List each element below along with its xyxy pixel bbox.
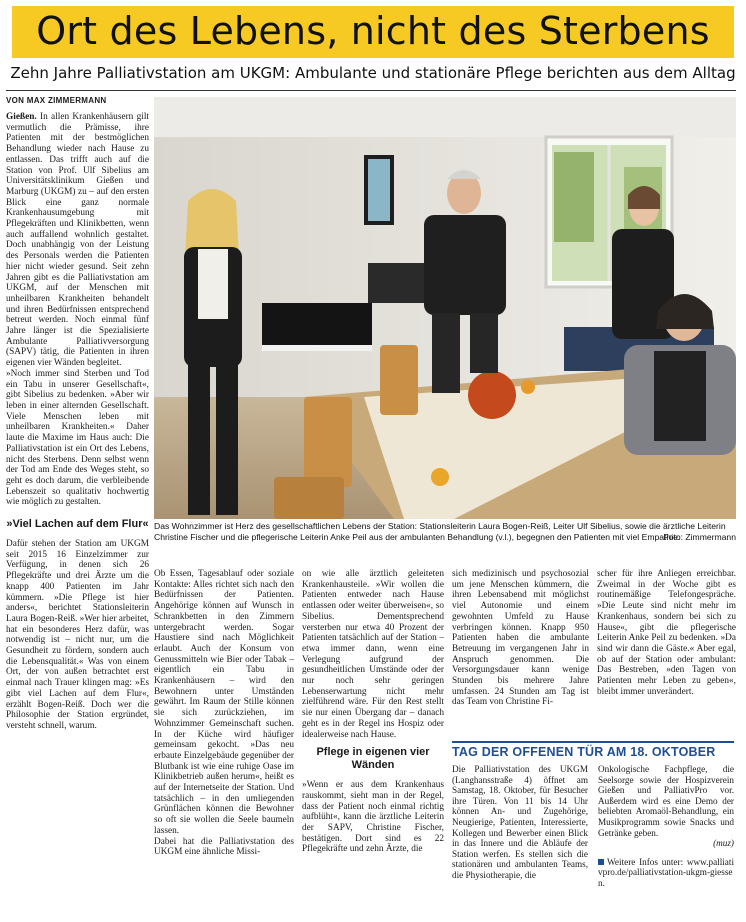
subheading-viel-lachen: »Viel Lachen auf dem Flur« — [6, 518, 149, 531]
infobox — [452, 764, 734, 914]
paragraph: Dafür stehen der Station am UKGM seit 2015 16 Einzelzimmer zur Verfügung, in denen sich 26 Pflegekräfte und drei Ärzte um die knapp 400 Patienten im Jahr kümmern. »Die Pflege ist hier anders«, berichtet Stationsleiterin Laura Bogen-Reiß. »Wer hier arbeitet, hat ein besonderes Herz dafür, was notwendig ist – nicht nur, um die Gesundheit zu fördern, sondern auch die Lebensqualität.« Was von einem Ort, der von außen betrachtet erst einmal nach Trauer klingen mag: »Es gibt viel Lachen auf dem Flur«, erzählt Bogen-Reiß. Doch wer die Philosophie der Station ergründet, versteht schnell, warum. — [6, 539, 149, 731]
column-5 — [597, 569, 736, 737]
paragraph: »Wenn er aus dem Krankenhaus rauskommt, sieht man in der Regel, dass der Patient noch einmal richtig aufblüht«, kann die ärztliche Leiterin der SAPV, Christine Fischer, bestätigen. Dort sind es 22 Pflegekräfte und zehn Ärzte, die — [302, 780, 444, 855]
paragraph: Gießen. In allen Krankenhäusern gilt vermutlich die Prämisse, ihre Patienten mit der bestmöglichen Behandlung wieder nach Hause zu entlassen. Das trifft auch auf die Station von Prof. Ulf Sibelius am Universitätsklinikum Gießen und Marburg (UKGM) zu – auf den ersten Blick eine ganz normale Krankenhausumgebung mit Pflegekräften und Klinikbetten, wenn auch auffallend wohnlich gestaltet. Doch unabhängig von der Leistung des Personals werden die Patienten hier nicht wieder gesund. Seit zehn Jahren gibt es die Palliativstation am UKGM, auf der Menschen mit unheilbaren Krankheiten behandelt und ihren Bedürfnissen entsprechend betreut werden. Noch einmal fünf Jahre länger ist die Spezialisierte Ambulante Palliativversorgung (SAPV) tätig, die Patienten in ihren eigenen vier Wänden begleitet. — [6, 112, 149, 369]
headline: Ort des Lebens, nicht des Sterbens — [36, 9, 710, 53]
top-rule — [6, 90, 736, 91]
info-line — [598, 857, 734, 889]
photo-credit: Foto: Zimmermann — [663, 531, 736, 542]
infobox-right-text: Onkologische Fachpflege, die Seelsorge sowie der Hospizverein Gießen und PalliativPro vor. Außerdem wird es eine Demo der beliebten Aromaöl-Behandlung, ein Musikprogramm sowie Snacks und Getränke geben. — [598, 764, 734, 838]
paragraph: »Noch immer sind Sterben und Tod ein Tabu in unserer Gesellschaft«, gibt Sibelius zu bedenken. »Aber wir leben in einer alternden Gesellschaft. Viele Menschen leben mit unheilbaren Krankheiten.« Daher laute die Maxime im Haus auch: Die Palliativstation ist ein Ort des Lebens, nicht des Sterbens. Denn selbst wenn der Tod am Ende des Weges steht, so geht es doch darum, die verbleibende Lebenszeit so qualitativ hochwertig wie möglich zu gestalten. — [6, 368, 149, 508]
byline: VON MAX ZIMMERMANN — [6, 96, 107, 105]
paragraph: on wie alle ärztlich geleiteten Krankenhausteile. »Wir wollen die Patienten entweder nach Hause entlassen oder weiter überweisen«, so Sibelius. Dementsprechend versterben nur etwa 40 Prozent der Patienten tatsächlich auf der Station – etwa immer dann, wenn eine Verlegung aufgrund der gesundheitlichen Umstände oder der nur noch sehr geringen Lebenserwartung nicht mehr zielführend wäre. Für den Rest stellt sie nur einen Übergang dar – danach geht es in der Regel ins Hospiz oder idealerweise nach Hause. — [302, 569, 444, 740]
column-3 — [302, 569, 444, 919]
photo-caption — [154, 521, 736, 542]
column-1 — [6, 112, 149, 918]
author-signature: (muz) — [713, 838, 734, 849]
infobox-left-text: Die Palliativstation des UKGM (Langhansstraße 4) öffnet am Samstag, 18. Oktober, für Besucher ihre Türen. Von 11 bis 14 Uhr können An- und Zugehörige, Neugierige, Patienten, Interessierte, Kollegen und Bewerber einen Blick in das Innere und die Abläufe der Station werfen. Es stellen sich die stationären und ambulanten Teams, die Physiotherapie, die — [452, 764, 588, 880]
dateline: Gießen. — [6, 112, 37, 122]
paragraph: Dabei hat die Palliativstation des UKGM eine ähnliche Missi- — [154, 836, 294, 858]
subheading-pflege: Pflege in eigenen vier Wänden — [316, 746, 430, 772]
info-url[interactable]: www.palliativpro.de/palliativstation-ukgm-giessen. — [598, 856, 734, 888]
article-photo — [154, 97, 736, 519]
paragraph: scher für ihre Anliegen erreichbar. Zweimal in der Woche gibt es routinemäßige Telefongespräche. »Die Leute sind nicht mehr im Krankenhaus, sondern bei sich zu Hause«, gibt die pflegerische Leiterin Anke Peil zu bedenken. »Da sind wir dann die Gäste.« Aber egal, ob auf der Station oder ambulant: Das Bestreben, »den Tagen von Patienten mehr Leben zu geben«, bleibt immer unverändert. — [597, 569, 736, 697]
column-4 — [452, 569, 589, 737]
column-2 — [154, 569, 294, 919]
info-label: Weitere Infos unter: — [607, 856, 684, 867]
paragraph: sich medizinisch und psychosozial um jene Menschen kümmern, die ihren Lebensabend mit möglichst viel Autonomie und einem gewohnten Umfeld zu Hause verbringen können. Knapp 950 Patienten haben die ambulante Betreuung im vergangenen Jahr in Anspruch genommen. Die Versorgungsdauer kann wenige Stunden bis mehrere Jahre umfassen. 24 Stunden am Tag ist das Team von Christine Fi- — [452, 569, 589, 708]
bullet-square-icon — [598, 859, 604, 865]
infobox-heading: TAG DER OFFENEN TÜR AM 18. OKTOBER — [452, 741, 734, 761]
caption-text: Das Wohnzimmer ist Herz des gesellschaftlichen Lebens der Station: Stationsleiterin Laura Bogen-Reiß, Leiter Ulf Sibelius, sowie die ärztliche Leiterin Christine Fischer und die pflegerische Leiterin Anke Peil aus der ambulanten Behandlung (v.l.), begegnen den Patienten mit viel Empathie. — [154, 521, 726, 542]
infobox-right — [598, 764, 734, 889]
paragraph: Ob Essen, Tagesablauf oder soziale Kontakte: Alles richtet sich nach den Bedürfnissen der Patienten. Angehörige können auf Wunsch in Schrankbetten in den Zimmern untergebracht werden. Sogar Haustiere sind nach Möglichkeit erlaubt. Auch der Konsum von Genussmitteln wie Bier oder Tabak – eigentlich ein Tabu in Krankenhäusern – wird den Bewohnern unter Umständen gewährt. Im Raum der Stille können sie sich zurückziehen, im Wohnzimmer Gemeinschaft suchen. In der Küche wird häufiger gemeinsam gekocht. »Das neu erbaute Einzelgebäude gegenüber der Blutbank ist wie eine ruhige Oase im Klinikbetrieb außen herum«, heißt es auf der Internetseite der Station. Und tatsächlich – in den umliegenden Grünflächen können die Bewohner so oft sie wollen die Seele baumeln lassen. — [154, 569, 294, 836]
subheadline: Zehn Jahre Palliativstation am UKGM: Ambulante und stationäre Pflege berichten aus dem Alltag — [10, 64, 736, 82]
